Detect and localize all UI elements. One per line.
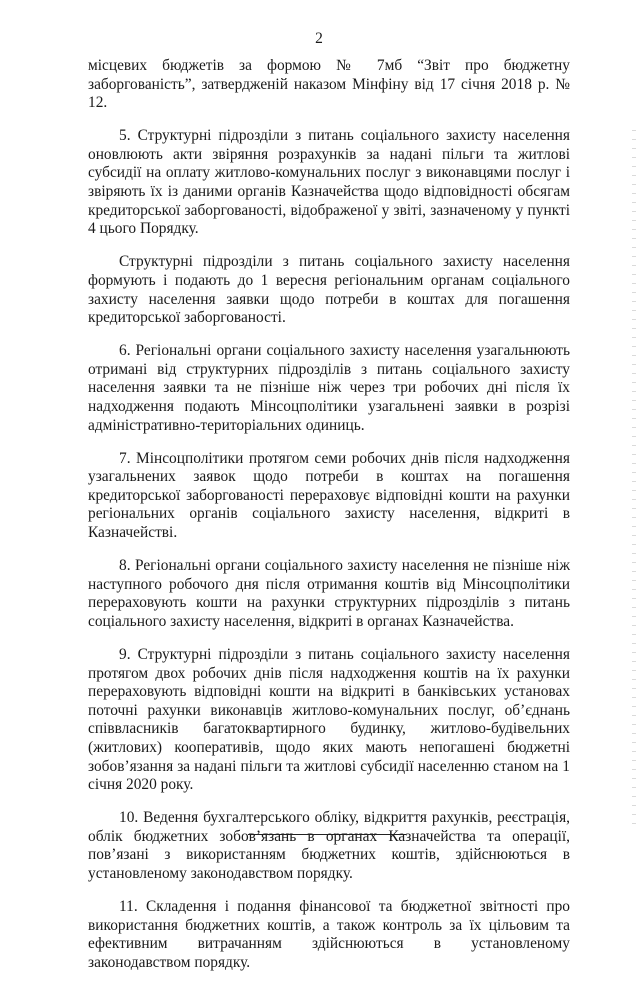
paragraph-10: 10. Ведення бухгалтерського обліку, відкриття рахунків, реєстрація, облік бюджетних зобов’язань в органах Казначейства та операції, пов’язані з використанням бюджетних коштів, здійснюються в установленому законодавством порядку.: [88, 809, 570, 883]
paragraph-8: 8. Регіональні органи соціального захисту населення не пізніше ніж наступного робочого дня після отримання коштів від Мінсоцполітики перераховують кошти на рахунки структурних підрозділів з питань соціального захисту населення, відкриті в органах Казначейства.: [88, 557, 570, 630]
paragraph-5: 5. Структурні підрозділи з питань соціального захисту населення оновлюють акти звіряння розрахунків за надані пільги та житлові субсидії на оплату житлово-комунальних послуг з виконавцями послуг і звіряють їх із даними органів Казначейства щодо відповідності обсягам кредиторської заборгованості, відображеної у звіті, зазначеному у пункті 4 цього Порядку.: [88, 127, 570, 238]
paragraph-5-submission: Структурні підрозділи з питань соціального захисту населення формують і подають до 1 вересня регіональним органам соціального захисту населення заявки щодо потреби в коштах для погашення кредиторської заборгованості.: [88, 253, 570, 327]
paragraph-7: 7. Мінсоцполітики протягом семи робочих днів після надходження узагальнених заявок щодо потреби в коштах на погашення кредиторської заборгованості перераховує відповідні кошти на рахунки регіональних органів соціального захисту населення, відкриті в Казначействі.: [88, 449, 570, 542]
closing-divider: [248, 834, 406, 835]
paragraph-9: 9. Структурні підрозділи з питань соціального захисту населення протягом двох робочих днів після надходження коштів на їх рахунки перераховують відповідні кошти на відкриті в банківських установах поточні рахунки виконавців житлово-комунальних послуг, об’єднань співвласників багатоквартирного будинку, житлово-будівельних (житлових) кооперативів, щодо яких мають непогашені бюджетні зобов’язання за надані пільги та житлові субсидії населенню станом на 1 січня 2020 року.: [88, 646, 570, 794]
document-body: [88, 57, 570, 987]
scan-edge-marks: [632, 130, 636, 830]
paragraph-11: 11. Складення і подання фінансової та бюджетної звітності про використання бюджетних коштів, а також контроль за їх цільовим та ефективним витрачанням здійснюються в установленому законодавством порядку.: [88, 898, 570, 971]
paragraph-6: 6. Регіональні органи соціального захисту населення узагальнюють отримані від структурних підрозділів з питань соціального захисту населення заявки та не пізніше ніж через три робочих дні після їх надходження подають Мінсоцполітики узагальнені заявки в розрізі адміністративно-територіальних одиниць.: [88, 342, 570, 434]
paragraph-continuation: місцевих бюджетів за формою № 7мб “Звіт про бюджетну заборгованість”, затвердженій наказом Мінфіну від 17 січня 2018 р. № 12.: [88, 57, 570, 112]
page-number: 2: [315, 30, 323, 47]
